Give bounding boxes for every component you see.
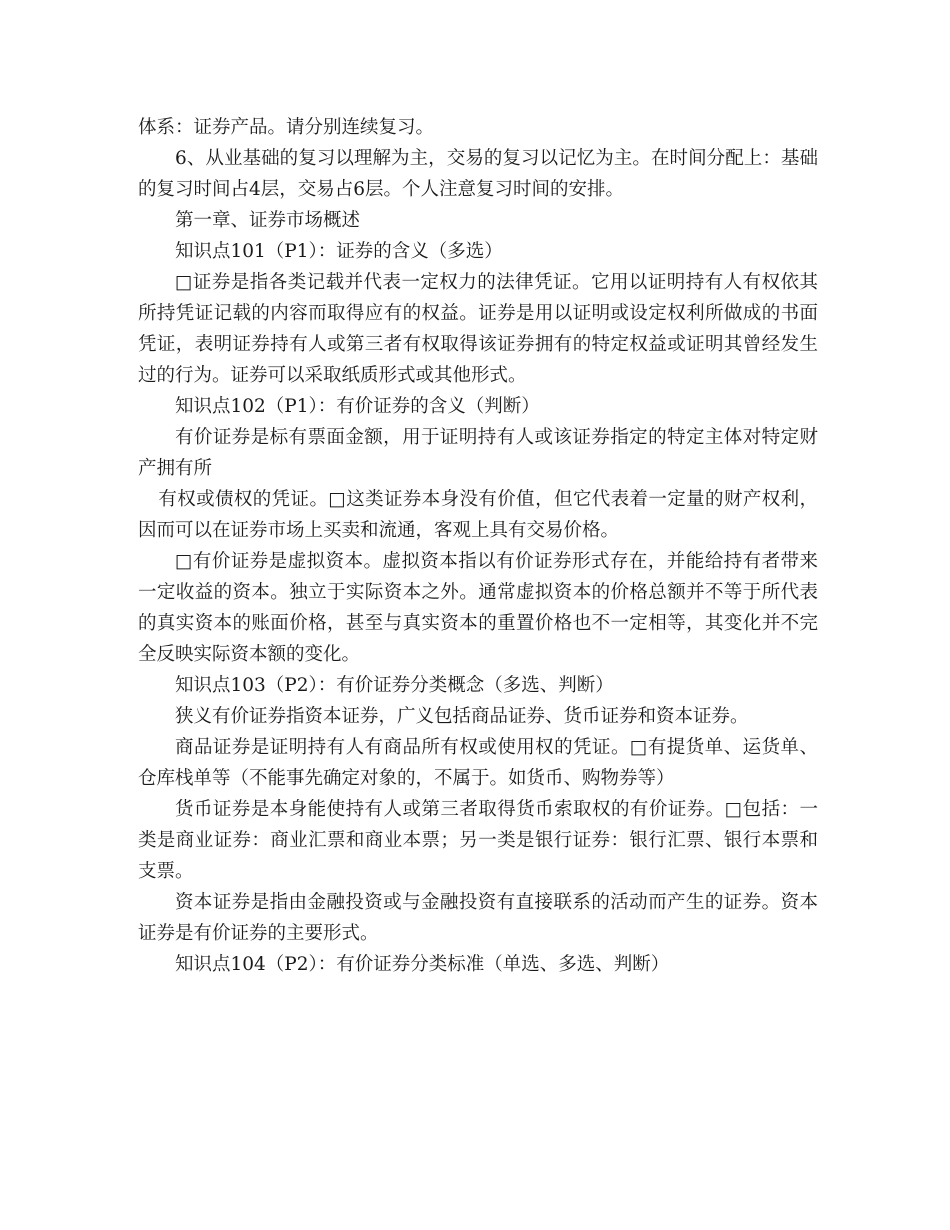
knowledge-point-102-body-b: 有权或债权的凭证。□这类证券本身没有价值，但它代表着一定量的财产权利，因而可以在证券市场上买卖和流通，客观上具有交易价格。	[138, 489, 818, 541]
document-body	[138, 112, 818, 980]
knowledge-point-103-body-a: 狭义有价证券指资本证券，广义包括商品证券、货币证券和资本证券。	[175, 706, 749, 727]
knowledge-point-103-body-d: 资本证券是指由金融投资或与金融投资有直接联系的活动而产生的证券。资本证券是有价证券的主要形式。	[138, 892, 818, 944]
knowledge-point-102-body-c: □有价证券是虚拟资本。虚拟资本指以有价证券形式存在，并能给持有者带来一定收益的资本。独立于实际资本之外。通常虚拟资本的价格总额并不等于所代表的真实资本的账面价格，甚至与真实资本的重置价格也不一定相等，其变化并不完全反映实际资本额的变化。	[138, 551, 818, 665]
knowledge-point-103-body-b: 商品证券是证明持有人有商品所有权或使用权的凭证。□有提货单、运货单、仓库栈单等（不能事先确定对象的，不属于。如货币、购物券等）	[138, 737, 818, 789]
knowledge-point-103-title: 知识点103（P2）：有价证券分类概念（多选、判断）	[175, 675, 614, 696]
paragraph-system: 体系：证券产品。请分别连续复习。	[138, 117, 435, 138]
knowledge-point-102-title: 知识点102（P1）：有价证券的含义（判断）	[175, 396, 540, 417]
knowledge-point-101-title: 知识点101（P1）：证券的含义（多选）	[175, 241, 503, 262]
chapter-heading: 第一章、证券市场概述	[175, 210, 361, 231]
paragraph-item-6: 6、从业基础的复习以理解为主，交易的复习以记忆为主。在时间分配上：基础的复习时间占4层，交易占6层。个人注意复习时间的安排。	[138, 148, 818, 200]
knowledge-point-103-body-c: 货币证券是本身能使持有人或第三者取得货币索取权的有价证券。□包括：一类是商业证券：商业汇票和商业本票；另一类是银行证券：银行汇票、银行本票和支票。	[138, 799, 818, 882]
knowledge-point-102-body-a: 有价证券是标有票面金额，用于证明持有人或该证券指定的特定主体对特定财产拥有所	[138, 427, 818, 479]
knowledge-point-101-body: □证券是指各类记载并代表一定权力的法律凭证。它用以证明持有人有权依其所持凭证记载的内容而取得应有的权益。证券是用以证明或设定权利所做成的书面凭证，表明证券持有人或第三者有权取得该证券拥有的特定权益或证明其曾经发生过的行为。证券可以采取纸质形式或其他形式。	[138, 272, 818, 386]
knowledge-point-104-title: 知识点104（P2）：有价证券分类标准（单选、多选、判断）	[175, 954, 670, 975]
